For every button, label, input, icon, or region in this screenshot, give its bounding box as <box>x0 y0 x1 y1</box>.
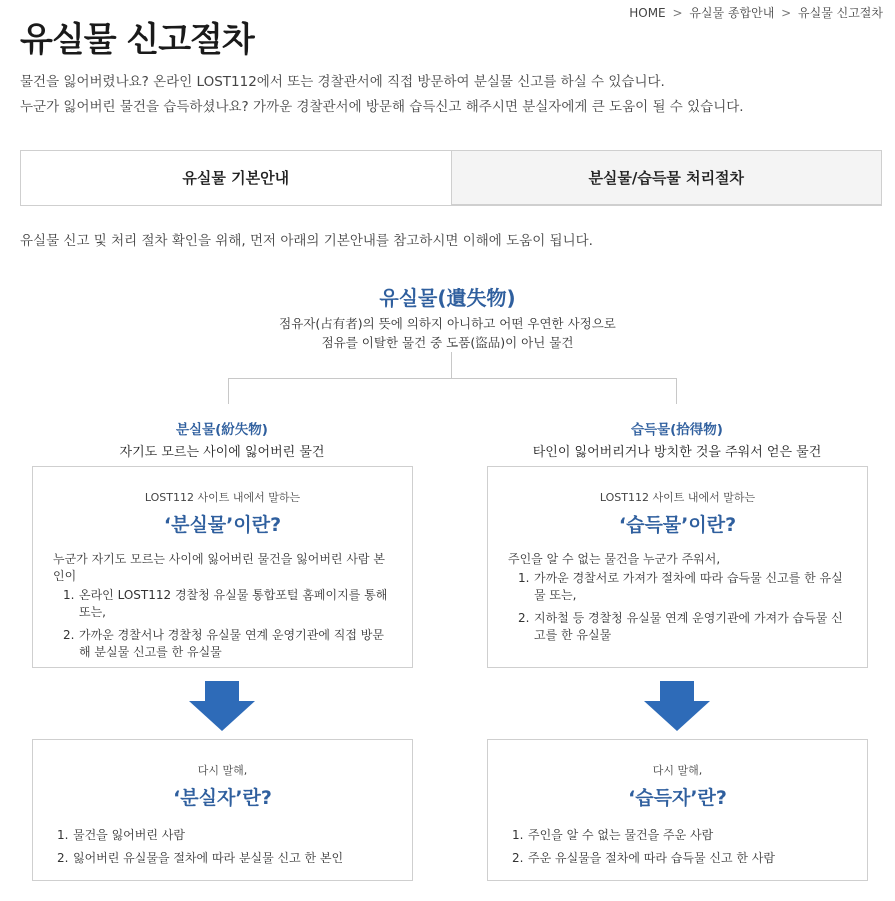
right-definition-box <box>487 466 868 668</box>
list-number: 2. <box>63 628 75 642</box>
list-item <box>57 849 392 867</box>
list-number: 1. <box>57 828 69 842</box>
left-branch-title: 분실물(紛失物) <box>176 422 268 438</box>
list-number: 1. <box>518 571 530 585</box>
list-text: 가까운 경찰서로 가져가 절차에 따라 습득물 신고를 한 유실물 또는, <box>534 571 843 602</box>
left-box2-heading: ‘분실자’란? <box>173 787 272 809</box>
guide-text: 유실물 신고 및 처리 절차 확인을 위해, 먼저 아래의 기본안내를 참고하시면 이해에 도움이 됩니다. <box>20 233 593 249</box>
right-branch-desc: 타인이 잃어버리거나 방치한 것을 주워서 얻은 물건 <box>532 445 822 460</box>
tab-bar <box>20 150 882 206</box>
list-item <box>518 570 847 604</box>
list-item <box>57 826 392 844</box>
left-person-box <box>32 739 413 881</box>
tree-line-vertical-center <box>451 352 452 378</box>
right-branch-title: 습득물(拾得物) <box>631 422 723 438</box>
breadcrumb-separator: > <box>781 6 792 20</box>
left-box1-lead: 누군가 자기도 모르는 사이에 잃어버린 물건을 잃어버린 사람 본인이 <box>53 552 385 583</box>
intro-text <box>20 70 744 120</box>
list-text: 주운 유실물을 절차에 따라 습득물 신고 한 사람 <box>528 851 775 865</box>
list-item <box>518 610 847 644</box>
right-box2-list <box>512 826 847 867</box>
page-title: 유실물 신고절차 <box>20 20 254 60</box>
list-number: 2. <box>57 851 69 865</box>
intro-line-2: 누군가 잃어버린 물건을 습득하셨나요? 가까운 경찰관서에 방문해 습득신고 해주시면 분실자에게 큰 도움이 될 수 있습니다. <box>20 99 744 115</box>
list-number: 2. <box>512 851 524 865</box>
right-down-arrow-icon <box>642 681 712 731</box>
left-box1-caption: LOST112 사이트 내에서 말하는 <box>144 491 301 504</box>
list-text: 지하철 등 경찰청 유실물 연계 운영기관에 가져가 습득물 신고를 한 유실물 <box>534 611 843 642</box>
root-desc <box>0 314 895 352</box>
list-number: 1. <box>63 588 75 602</box>
right-box1-lead: 주인을 알 수 없는 물건을 누군가 주워서, <box>508 552 721 566</box>
breadcrumb <box>629 4 883 21</box>
list-item <box>63 587 392 621</box>
right-box1-heading: ‘습득물’이란? <box>618 514 737 536</box>
breadcrumb-home[interactable]: HOME <box>629 6 666 20</box>
list-item <box>512 849 847 867</box>
breadcrumb-level1[interactable]: 유실물 종합안내 <box>689 6 775 20</box>
root-desc-line-1: 점유자(占有者)의 뜻에 의하지 아니하고 어떤 우연한 사정으로 <box>279 316 616 331</box>
list-text: 주인을 알 수 없는 물건을 주운 사람 <box>528 828 714 842</box>
list-text: 잃어버린 유실물을 절차에 따라 분실물 신고 한 본인 <box>73 851 344 865</box>
list-text: 온라인 LOST112 경찰청 유실물 통합포털 홈페이지를 통해 또는, <box>79 588 388 619</box>
tree-line-vertical-left <box>228 378 229 404</box>
list-item <box>63 627 392 661</box>
left-box1-list <box>63 587 392 661</box>
list-text: 물건을 잃어버린 사람 <box>73 828 185 842</box>
list-item <box>512 826 847 844</box>
left-box2-caption: 다시 말해, <box>197 764 248 777</box>
left-box2-list <box>57 826 392 867</box>
tab-process[interactable]: 분실물/습득물 처리절차 <box>451 151 882 205</box>
right-box2-heading: ‘습득자’란? <box>628 787 727 809</box>
tab-basic-guide[interactable]: 유실물 기본안내 <box>21 151 451 205</box>
root-desc-line-2: 점유를 이탈한 물건 중 도품(盜品)이 아닌 물건 <box>321 335 574 350</box>
breadcrumb-current[interactable]: 유실물 신고절차 <box>798 6 883 20</box>
right-box1-caption: LOST112 사이트 내에서 말하는 <box>599 491 756 504</box>
breadcrumb-separator: > <box>672 6 683 20</box>
left-definition-box <box>32 466 413 668</box>
right-person-box <box>487 739 868 881</box>
intro-line-1: 물건을 잃어버렸나요? 온라인 LOST112에서 또는 경찰관서에 직접 방문하여 분실물 신고를 하실 수 있습니다. <box>20 74 665 90</box>
left-down-arrow-icon <box>187 681 257 731</box>
left-branch-desc: 자기도 모르는 사이에 잃어버린 물건 <box>119 445 325 460</box>
list-number: 1. <box>512 828 524 842</box>
list-text: 가까운 경찰서나 경찰청 유실물 연계 운영기관에 직접 방문해 분실물 신고를 한 유실물 <box>79 628 384 659</box>
tree-line-vertical-right <box>676 378 677 404</box>
right-box2-caption: 다시 말해, <box>652 764 703 777</box>
left-box1-heading: ‘분실물’이란? <box>163 514 282 536</box>
root-title: 유실물(遺失物) <box>379 286 516 310</box>
list-number: 2. <box>518 611 530 625</box>
tree-line-horizontal <box>228 378 676 379</box>
right-box1-list <box>518 570 847 644</box>
